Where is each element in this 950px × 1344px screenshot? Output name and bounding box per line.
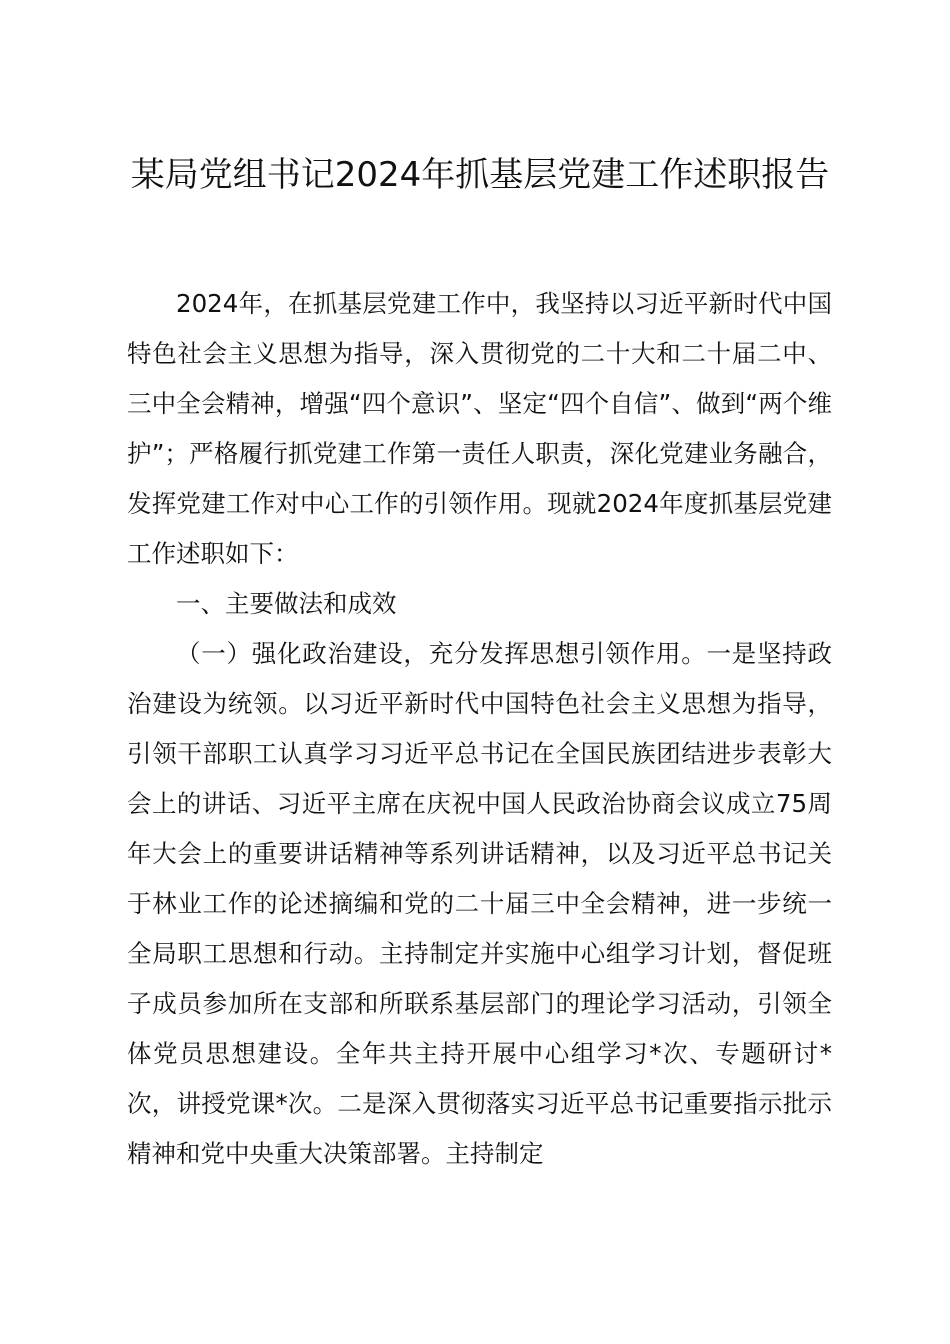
document-body: [127, 279, 832, 1179]
section-heading: 一、主要做法和成效: [176, 589, 397, 618]
document-title: 某局党组书记2024年抓基层党建工作述职报告: [130, 155, 830, 195]
intro-paragraph: 2024年，在抓基层党建工作中，我坚持以习近平新时代中国特色社会主义思想为指导，深入贯彻党的二十大和二十届二中、三中全会精神，增强“四个意识”、坚定“四个自信”、做到“两个维护”；严格履行抓党建工作第一责任人职责，深化党建业务融合，发挥党建工作对中心工作的引领作用。现就2024年度抓基层党建工作述职如下：: [127, 289, 832, 568]
subsection-paragraph: （一）强化政治建设，充分发挥思想引领作用。一是坚持政治建设为统领。以习近平新时代中国特色社会主义思想为指导，引领干部职工认真学习习近平总书记在全国民族团结进步表彰大会上的讲话、习近平主席在庆祝中国人民政治协商会议成立75周年大会上的重要讲话精神等系列讲话精神，以及习近平总书记关于林业工作的论述摘编和党的二十届三中全会精神，进一步统一全局职工思想和行动。主持制定并实施中心组学习计划，督促班子成员参加所在支部和所联系基层部门的理论学习活动，引领全体党员思想建设。全年共主持开展中心组学习*次、专题研讨*次，讲授党课*次。二是深入贯彻落实习近平总书记重要指示批示精神和党中央重大决策部署。主持制定: [127, 639, 832, 1168]
